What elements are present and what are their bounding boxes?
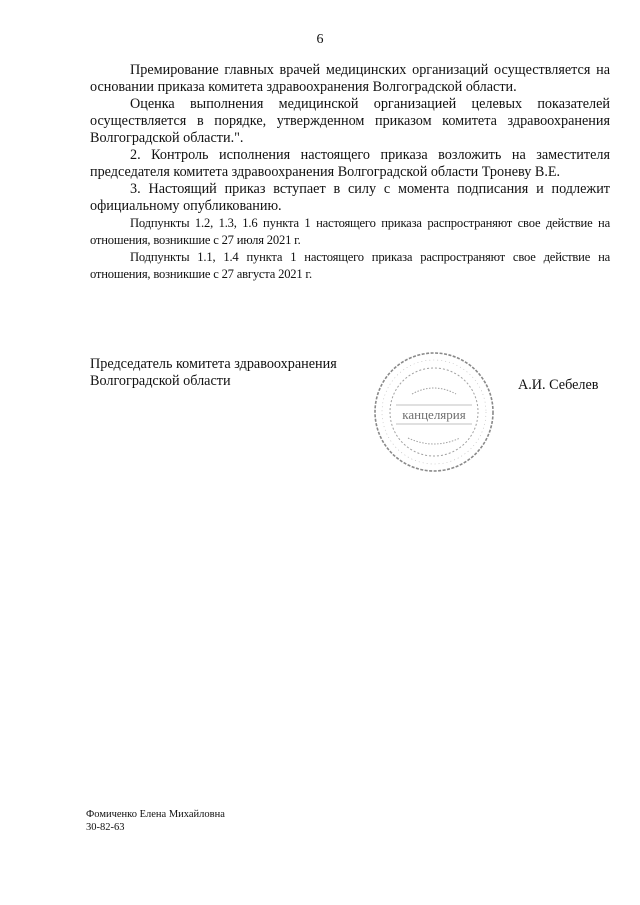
stamp-label: канцелярия xyxy=(402,407,466,422)
paragraph-bonus: Премирование главных врачей медицинских организаций осуществляется на основании приказа комитета здравоохранения Волгоградской области. xyxy=(90,62,610,95)
executor-phone: 30-82-63 xyxy=(86,822,125,833)
paragraph-item-2: 2. Контроль исполнения настоящего приказа возложить на заместителя председателя комитета здравоохранения Волгоградской области Троневу В.Е. xyxy=(90,147,610,180)
document-body xyxy=(90,62,610,283)
paragraph-subitems-august: Подпункты 1.1, 1.4 пункта 1 настоящего приказа распространяют свое действие на отношения, возникшие с 27 августа 2021 г. xyxy=(90,250,610,281)
paragraph-item-3: 3. Настоящий приказ вступает в силу с момента подписания и подлежит официальному опубликованию. xyxy=(90,181,610,214)
signatory-title-line-2: Волгоградской области xyxy=(90,373,231,389)
signatory-title xyxy=(90,356,390,390)
paragraph-subitems-july: Подпункты 1.2, 1.3, 1.6 пункта 1 настоящего приказа распространяют свое действие на отношения, возникшие с 27 июля 2021 г. xyxy=(90,216,610,247)
signatory-name: А.И. Себелев xyxy=(518,377,599,393)
executor-info xyxy=(86,808,225,834)
signatory-title-line-1: Председатель комитета здравоохранения xyxy=(90,356,337,372)
office-stamp xyxy=(372,350,496,474)
paragraph-evaluation: Оценка выполнения медицинской организацией целевых показателей осуществляется в порядке, утвержденном приказом комитета здравоохранения Волгоградской области.". xyxy=(90,96,610,146)
executor-name: Фомиченко Елена Михайловна xyxy=(86,809,225,820)
page-number: 6 xyxy=(316,32,324,47)
